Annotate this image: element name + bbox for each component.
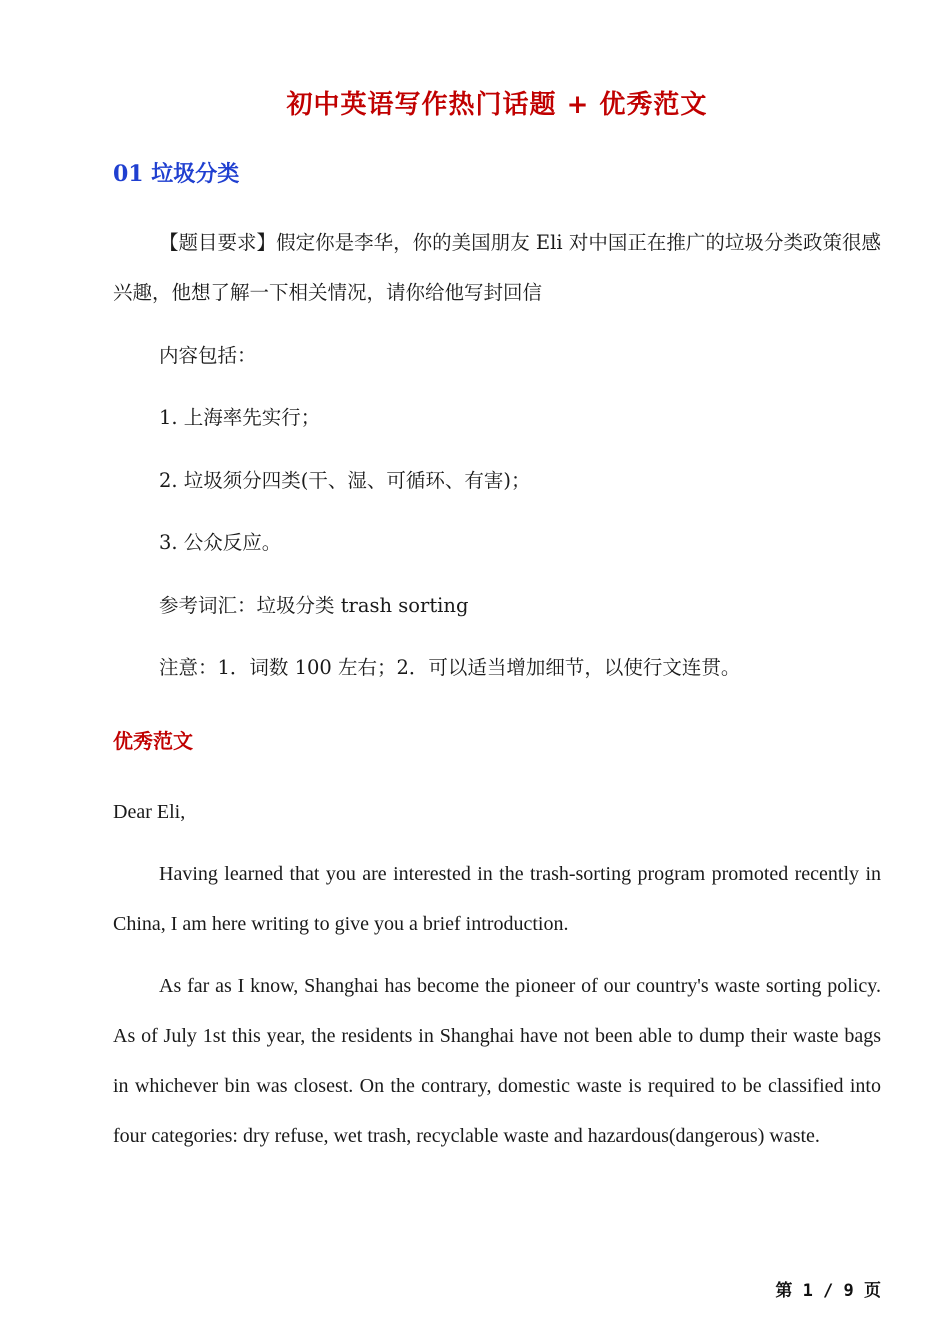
essay-heading: 优秀范文: [113, 729, 193, 753]
section-heading: 01 垃圾分类: [113, 161, 240, 187]
prompt-content-intro: 内容包括：: [159, 344, 257, 367]
prompt-requirement: 【题目要求】假定你是李华，你的美国朋友 Eli 对中国正在推广的垃圾分类政策很感兴趣，他想了解一下相关情况，请你给他写封回信: [113, 231, 881, 304]
document-page: [113, 0, 881, 1344]
prompt-item-3: 3. 公众反应。: [159, 531, 282, 554]
essay-salutation: Dear Eli,: [113, 801, 186, 823]
prompt-item-1: 1. 上海率先实行；: [159, 406, 321, 429]
page-number: 第 1 / 9 页: [775, 1281, 881, 1301]
essay-paragraph-1: Having learned that you are interested in the trash-sorting program promoted recently in China, I am here writing to give you a brief introduction.: [113, 863, 881, 935]
essay-paragraph-2: As far as I know, Shanghai has become the pioneer of our country's waste sorting policy. As of July 1st this year, the residents in Shanghai have not been able to dump their waste bags in whichever bin was closest. On the contrary, domestic waste is required to be classified into four categories: dry refuse, wet trash, recyclable waste and hazardous(dangerous) waste.: [113, 975, 881, 1147]
prompt-note: 注意：1．词数 100 左右；2．可以适当增加细节，以使行文连贯。: [159, 656, 741, 679]
prompt-vocab: 参考词汇：垃圾分类 trash sorting: [159, 594, 469, 617]
prompt-item-2: 2. 垃圾须分四类(干、湿、可循环、有害)；: [159, 469, 531, 492]
document-title: 初中英语写作热门话题 + 优秀范文: [286, 90, 708, 120]
